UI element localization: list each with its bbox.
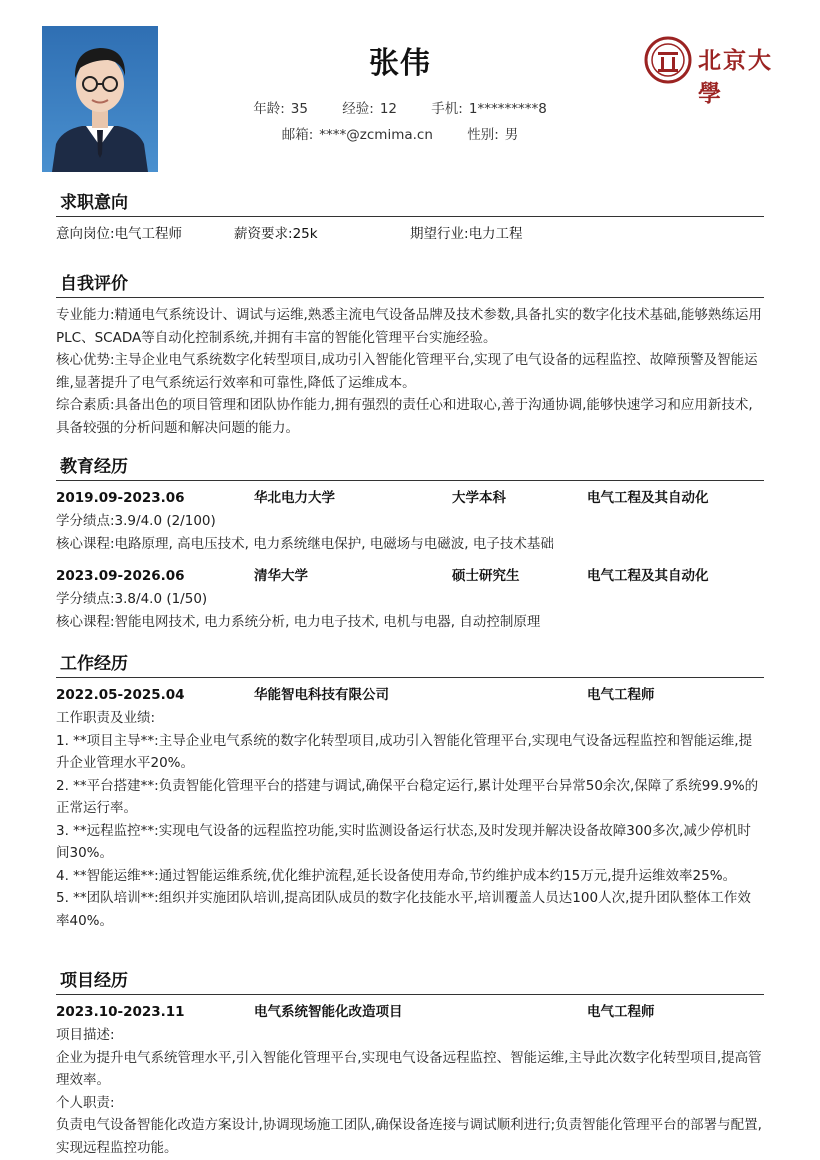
job-intent-section [56,188,764,246]
education-title: 教育经历 [56,452,764,481]
email-label: 邮箱: [281,127,314,143]
phone-value: 1*********8 [468,101,547,117]
education-major: 电气工程及其自动化 [587,490,709,506]
work-intro: 工作职责及业绩: [56,710,156,726]
gender-value: 男 [504,127,519,143]
education-gpa: 学分绩点:3.9/4.0 (2/100) [56,513,216,529]
self-evaluation-title: 自我评价 [56,269,764,298]
work-company: 华能智电科技有限公司 [254,687,389,703]
intent-position: 意向岗位:电气工程师 [56,226,183,242]
education-entry-header [56,487,764,510]
education-entry-header [56,565,764,588]
project-duty: 负责电气设备智能化改造方案设计,协调现场施工团队,确保设备连接与调试顺利进行;负责智能化管理平台的部署与配置,实现远程监控功能。 [56,1117,762,1156]
education-degree: 大学本科 [452,490,506,506]
university-logo [644,36,794,107]
project-desc-label: 项目描述: [56,1027,115,1043]
work-item: 4. **智能运维**:通过智能运维系统,优化维护流程,延长设备使用寿命,节约维护成本约15万元,提升运维效率25%。 [56,867,737,884]
age-value: 35 [290,101,308,117]
job-intent-row [56,223,764,246]
self-evaluation-section [56,269,764,439]
job-intent-title: 求职意向 [56,188,764,217]
info-row-1 [0,97,800,117]
experience-value: 12 [379,101,397,117]
email-value: ****@zcmima.cn [319,127,433,143]
work-role: 电气工程师 [587,687,655,703]
info-row-2 [0,123,800,143]
work-date: 2022.05-2025.04 [56,687,185,703]
intent-salary: 薪资要求:25k [234,226,318,242]
candidate-name: 张伟 [369,46,431,81]
phone-label: 手机: [431,101,463,117]
work-title: 工作经历 [56,649,764,678]
university-seal-icon [644,36,692,84]
work-item: 5. **团队培训**:组织并实施团队培训,提高团队成员的数字化技能水平,培训覆盖人员达100人次,提升团队整体工作效率40%。 [56,890,751,929]
education-degree: 硕士研究生 [452,568,520,584]
work-item: 2. **平台搭建**:负责智能化管理平台的搭建与调试,确保平台稳定运行,累计处理平台异常50余次,保障了系统99.9%的正常运行率。 [56,777,759,816]
work-item: 3. **远程监控**:实现电气设备的远程监控功能,实时监测设备运行状态,及时发现并解决设备故障300多次,减少停机时间30%。 [56,822,751,861]
education-school: 清华大学 [254,568,308,584]
education-major: 电气工程及其自动化 [587,568,709,584]
project-name: 电气系统智能化改造项目 [254,1004,403,1020]
gender-label: 性别: [467,127,499,143]
self-eval-paragraph: 核心优势:主导企业电气系统数字化转型项目,成功引入智能化管理平台,实现了电气设备的远程监控、故障预警及智能运维,显著提升了电气系统运行效率和可靠性,降低了运维成本。 [56,352,758,391]
education-gpa: 学分绩点:3.8/4.0 (1/50) [56,591,208,607]
education-date: 2019.09-2023.06 [56,490,185,506]
project-duty-label: 个人职责: [56,1094,115,1111]
education-school: 华北电力大学 [254,490,335,506]
project-entry-header [56,1001,764,1024]
work-item: 1. **项目主导**:主导企业电气系统的数字化转型项目,成功引入智能化管理平台,实现电气设备远程监控和智能运维,提升企业管理水平20%。 [56,732,753,771]
education-courses: 核心课程:智能电网技术, 电力系统分析, 电力电子技术, 电机与电器, 自动控制原理 [56,614,541,630]
project-title: 项目经历 [56,966,764,995]
education-courses: 核心课程:电路原理, 高电压技术, 电力系统继电保护, 电磁场与电磁波, 电子技术基础 [56,536,554,552]
project-role: 电气工程师 [587,1004,655,1020]
project-section [56,966,764,1159]
education-section [56,452,764,634]
experience-label: 经验: [342,101,374,117]
project-date: 2023.10-2023.11 [56,1004,185,1020]
age-label: 年龄: [253,101,285,117]
work-entry-header [56,684,764,707]
education-date: 2023.09-2026.06 [56,568,185,584]
university-logo-text: 北京大學 [698,47,773,107]
self-eval-paragraph: 专业能力:精通电气系统设计、调试与运维,熟悉主流电气设备品牌及技术参数,具备扎实的数字化技术基础,能够熟练运用PLC、SCADA等自动化控制系统,并拥有丰富的智能化管理平台实施经验。 [56,307,762,346]
work-section [56,649,764,932]
project-desc: 企业为提升电气系统管理水平,引入智能化管理平台,实现电气设备远程监控、智能运维,主导此次数字化转型项目,提高管理效率。 [56,1049,762,1088]
self-eval-paragraph: 综合素质:具备出色的项目管理和团队协作能力,拥有强烈的责任心和进取心,善于沟通协调,能够快速学习和应用新技术,具备较强的分析问题和解决问题的能力。 [56,397,753,436]
intent-industry: 期望行业:电力工程 [410,226,523,242]
